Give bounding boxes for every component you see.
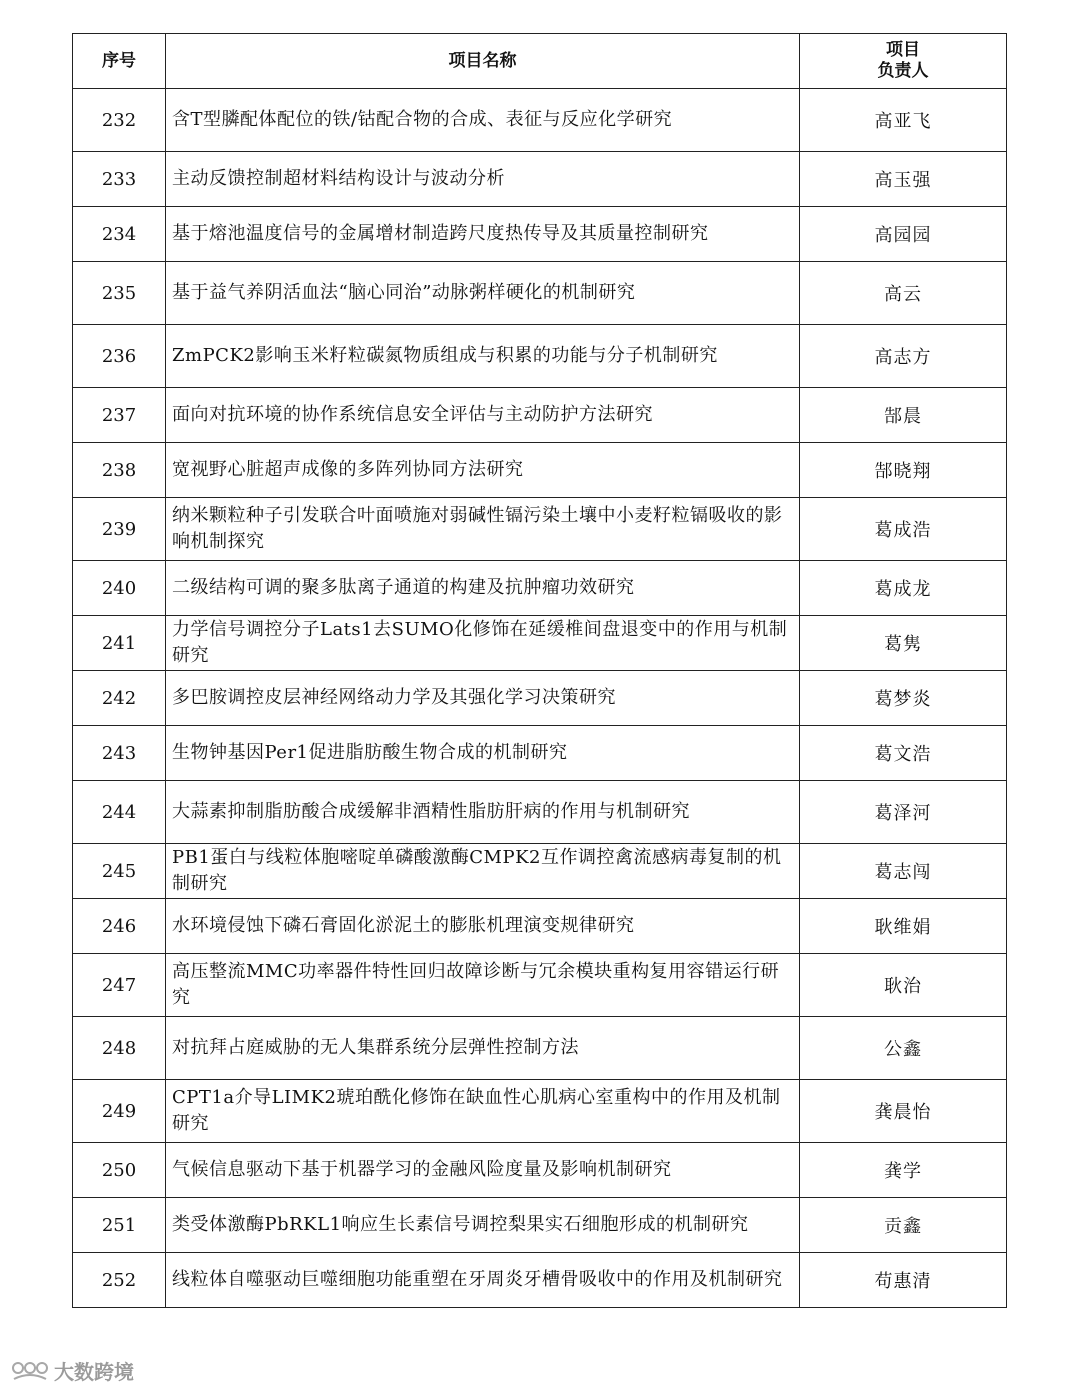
row-project-name: 面向对抗环境的协作系统信息安全评估与主动防护方法研究	[166, 388, 800, 443]
row-project-leader: 高亚飞	[800, 89, 1007, 152]
row-project-leader: 龚学	[800, 1143, 1007, 1198]
table-row	[73, 152, 1007, 207]
row-seq-number: 251	[73, 1198, 166, 1253]
row-project-leader: 葛成龙	[800, 561, 1007, 616]
table-row	[73, 899, 1007, 954]
row-project-leader: 耿治	[800, 954, 1007, 1017]
row-project-name: 高压整流MMC功率器件特性回归故障诊断与冗余模块重构复用容错运行研究	[166, 954, 800, 1017]
row-seq-number: 242	[73, 671, 166, 726]
row-seq-number: 232	[73, 89, 166, 152]
row-project-leader: 高玉强	[800, 152, 1007, 207]
row-project-name: 基于益气养阴活血法“脑心同治”动脉粥样硬化的机制研究	[166, 262, 800, 325]
row-project-leader: 高云	[800, 262, 1007, 325]
table-row	[73, 781, 1007, 844]
row-project-leader: 葛志闯	[800, 844, 1007, 899]
brand-logo-icon	[10, 1359, 50, 1383]
table-row	[73, 1198, 1007, 1253]
row-seq-number: 234	[73, 207, 166, 262]
row-project-name: 气候信息驱动下基于机器学习的金融风险度量及影响机制研究	[166, 1143, 800, 1198]
row-project-leader: 葛泽河	[800, 781, 1007, 844]
header-leader	[800, 34, 1007, 89]
row-seq-number: 237	[73, 388, 166, 443]
row-seq-number: 240	[73, 561, 166, 616]
row-project-name: CPT1a介导LIMK2琥珀酰化修饰在缺血性心肌病心室重构中的作用及机制研究	[166, 1080, 800, 1143]
row-project-leader: 葛文浩	[800, 726, 1007, 781]
row-project-name: 力学信号调控分子Lats1去SUMO化修饰在延缓椎间盘退变中的作用与机制研究	[166, 616, 800, 671]
row-seq-number: 250	[73, 1143, 166, 1198]
row-project-name: PB1蛋白与线粒体胞嘧啶单磷酸激酶CMPK2互作调控禽流感病毒复制的机制研究	[166, 844, 800, 899]
row-project-name: 含T型膦配体配位的铁/钴配合物的合成、表征与反应化学研究	[166, 89, 800, 152]
row-project-name: 二级结构可调的聚多肽离子通道的构建及抗肿瘤功效研究	[166, 561, 800, 616]
table-row	[73, 844, 1007, 899]
row-seq-number: 239	[73, 498, 166, 561]
row-seq-number: 252	[73, 1253, 166, 1308]
row-project-leader: 郜晓翔	[800, 443, 1007, 498]
row-seq-number: 233	[73, 152, 166, 207]
row-project-name: 多巴胺调控皮层神经网络动力学及其强化学习决策研究	[166, 671, 800, 726]
row-seq-number: 243	[73, 726, 166, 781]
table-row	[73, 498, 1007, 561]
row-project-leader: 贡鑫	[800, 1198, 1007, 1253]
row-project-leader: 高志方	[800, 325, 1007, 388]
table-row	[73, 671, 1007, 726]
row-seq-number: 249	[73, 1080, 166, 1143]
row-seq-number: 245	[73, 844, 166, 899]
row-project-leader: 耿维娟	[800, 899, 1007, 954]
row-project-leader: 龚晨怡	[800, 1080, 1007, 1143]
row-seq-number: 235	[73, 262, 166, 325]
row-project-leader: 郜晨	[800, 388, 1007, 443]
table-row	[73, 726, 1007, 781]
watermark	[10, 1356, 134, 1385]
row-project-name: 纳米颗粒种子引发联合叶面喷施对弱碱性镉污染土壤中小麦籽粒镉吸收的影响机制探究	[166, 498, 800, 561]
header-project-name: 项目名称	[166, 34, 800, 89]
table-row	[73, 1253, 1007, 1308]
row-project-name: 类受体激酶PbRKL1响应生长素信号调控梨果实石细胞形成的机制研究	[166, 1198, 800, 1253]
table-row	[73, 1017, 1007, 1080]
table-row	[73, 561, 1007, 616]
table-row	[73, 207, 1007, 262]
row-project-name: 宽视野心脏超声成像的多阵列协同方法研究	[166, 443, 800, 498]
row-project-name: 线粒体自噬驱动巨噬细胞功能重塑在牙周炎牙槽骨吸收中的作用及机制研究	[166, 1253, 800, 1308]
row-project-leader: 公鑫	[800, 1017, 1007, 1080]
table-row	[73, 262, 1007, 325]
row-project-leader: 葛成浩	[800, 498, 1007, 561]
row-project-leader: 葛梦炎	[800, 671, 1007, 726]
table-row	[73, 1143, 1007, 1198]
table-row	[73, 1080, 1007, 1143]
header-leader-line2: 负责人	[877, 61, 929, 81]
row-project-leader: 苟惠清	[800, 1253, 1007, 1308]
row-project-name: 大蒜素抑制脂肪酸合成缓解非酒精性脂肪肝病的作用与机制研究	[166, 781, 800, 844]
project-table	[72, 33, 1007, 1308]
row-seq-number: 244	[73, 781, 166, 844]
row-project-name: 水环境侵蚀下磷石膏固化淤泥土的膨胀机理演变规律研究	[166, 899, 800, 954]
table-row	[73, 388, 1007, 443]
row-seq-number: 248	[73, 1017, 166, 1080]
row-project-name: 生物钟基因Per1促进脂肪酸生物合成的机制研究	[166, 726, 800, 781]
row-project-name: 对抗拜占庭威胁的无人集群系统分层弹性控制方法	[166, 1017, 800, 1080]
header-leader-line1: 项目	[886, 40, 920, 60]
row-seq-number: 241	[73, 616, 166, 671]
table-row	[73, 616, 1007, 671]
row-seq-number: 247	[73, 954, 166, 1017]
table-row	[73, 954, 1007, 1017]
table-header-row	[73, 34, 1007, 89]
row-project-name: 基于熔池温度信号的金属增材制造跨尺度热传导及其质量控制研究	[166, 207, 800, 262]
table-row	[73, 325, 1007, 388]
row-seq-number: 236	[73, 325, 166, 388]
header-seq: 序号	[73, 34, 166, 89]
table-row	[73, 89, 1007, 152]
row-project-name: ZmPCK2影响玉米籽粒碳氮物质组成与积累的功能与分子机制研究	[166, 325, 800, 388]
row-project-name: 主动反馈控制超材料结构设计与波动分析	[166, 152, 800, 207]
table-row	[73, 443, 1007, 498]
row-project-leader: 葛隽	[800, 616, 1007, 671]
row-project-leader: 高园园	[800, 207, 1007, 262]
row-seq-number: 238	[73, 443, 166, 498]
watermark-text: 大数跨境	[54, 1360, 134, 1384]
row-seq-number: 246	[73, 899, 166, 954]
